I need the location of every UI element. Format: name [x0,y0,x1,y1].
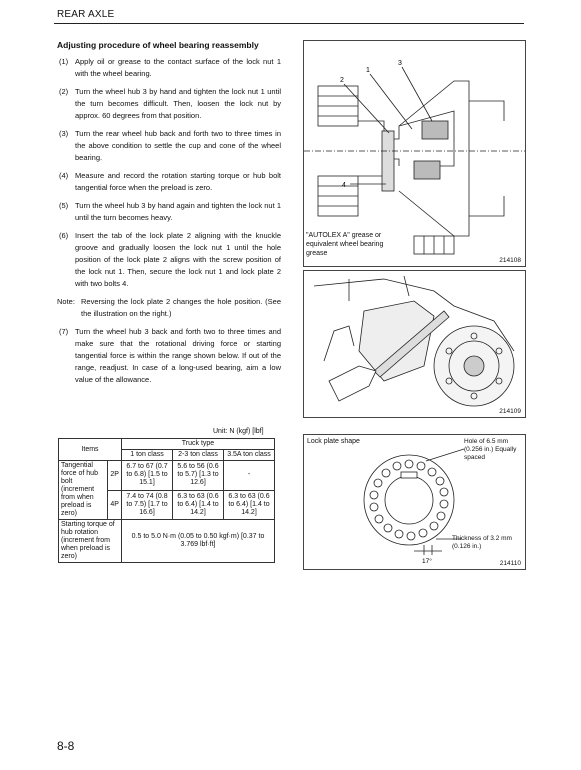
step-number: (4) [59,171,69,180]
figure-code: 214109 [499,408,521,415]
table-cell: - [224,461,275,491]
truck-type-header: Truck type [122,439,275,450]
col-header: 1 ton class [122,450,173,461]
table-cell: 6.3 to 63 (0.6 to 6.4) [1.4 to 14.2] [173,490,224,520]
step-6 [59,230,281,290]
step-number: (1) [59,57,69,66]
table-cell: 0.5 to 5.0 N·m (0.05 to 0.50 kgf·m) [0.37 to 3.769 lbf·ft] [122,520,275,563]
header-rule [54,23,524,24]
step-text: Turn the rear wheel hub back and forth two to three times in the above condition to settle the cup and cone of the wheel bearing. [75,129,281,162]
figure-code: 214110 [499,560,521,567]
step-number: (2) [59,87,69,96]
step-2 [59,86,281,122]
step-4 [59,170,281,194]
procedure-steps [59,56,281,392]
grease-caption: "AUTOLEX A" grease or equivalent wheel bearing grease [306,231,406,258]
step-number: (3) [59,129,69,138]
step-5 [59,200,281,224]
col-header: 3.5A ton class [224,450,275,461]
lock-plate-title: Lock plate shape [307,438,360,445]
step-text: Apply oil or grease to the contact surface of the lock nut 1 with the wheel bearing. [75,57,281,78]
row-label: Tangential force of hub bolt (increment from when preload is zero) [59,461,108,520]
step-1 [59,56,281,80]
step-text: Turn the wheel hub 3 back and forth two to three times and make sure that the rotational driving force or starting tangential force is within the range shown below. If out of the range, readjust. In case of a long-used bearing, aim a low value of the allowance. [75,327,281,384]
col-header: 2-3 ton class [173,450,224,461]
items-header: Items [59,439,122,461]
spec-table [58,438,275,563]
row-label: Starting torque of hub rotation (increment from when preload is zero) [59,520,122,563]
step-text: Turn the wheel hub 3 by hand and tighten the lock nut 1 until the turn becomes difficult. Then, loosen the lock nut by approx. 60 degrees from that position. [75,87,281,120]
note-label: Note: [57,297,75,306]
hub-installation-drawing [304,271,525,417]
callout-2: 2 [340,77,344,84]
pin-label: 4P [108,490,122,520]
step-text: Insert the tab of the lock plate 2 aligning with the knuckle groove and gradually loosen the lock nut 1 until the hole position of the lock plate 2 aligns with the screw position of the lock nut 1. Then, secure the lock nut 1 and lock plate 2 with two bolts 4. [75,231,281,288]
table-cell: 6.3 to 63 (0.6 to 6.4) [1.4 to 14.2] [224,490,275,520]
thickness-label: Thickness of 3.2 mm (0.126 in.) [452,535,512,550]
step-3 [59,128,281,164]
header-title: REAR AXLE [57,9,115,20]
pin-label: 2P [108,461,122,491]
step-number: (6) [59,231,69,240]
step-text: Turn the wheel hub 3 by hand again and tighten the lock nut 1 until the turn becomes heavy. [75,201,281,222]
callout-3: 3 [398,60,402,67]
table-unit: Unit: N (kgf) [lbf] [213,428,264,435]
figure-lock-plate [303,434,526,570]
step-text: Measure and record the rotation starting torque or hub bolt tangential force when the preload is zero. [75,171,281,192]
table-cell: 7.4 to 74 (0.8 to 7.5) [1.7 to 16.6] [122,490,173,520]
table-cell: 5.6 to 56 (0.6 to 5.7) [1.3 to 12.6] [173,461,224,491]
figure-hub-installation [303,270,526,418]
callout-1: 1 [366,67,370,74]
step-number: (7) [59,327,69,336]
page-number: 8-8 [57,739,75,753]
figure-hub-section [303,40,526,267]
step-7 [59,326,281,386]
callout-4: 4 [342,182,346,189]
hole-label: Hole of 6.5 mm (0.256 in.) Equally spaced [464,438,517,461]
note [57,296,281,320]
figure-code: 214108 [499,257,521,264]
step-number: (5) [59,201,69,210]
table-cell: 6.7 to 67 (0.7 to 6.8) [1.5 to 15.1] [122,461,173,491]
angle-label: 17° [422,558,432,565]
note-text: Reversing the lock plate 2 changes the hole position. (See the illustration on the right.) [81,297,281,318]
section-title: Adjusting procedure of wheel bearing reassembly [57,40,259,50]
